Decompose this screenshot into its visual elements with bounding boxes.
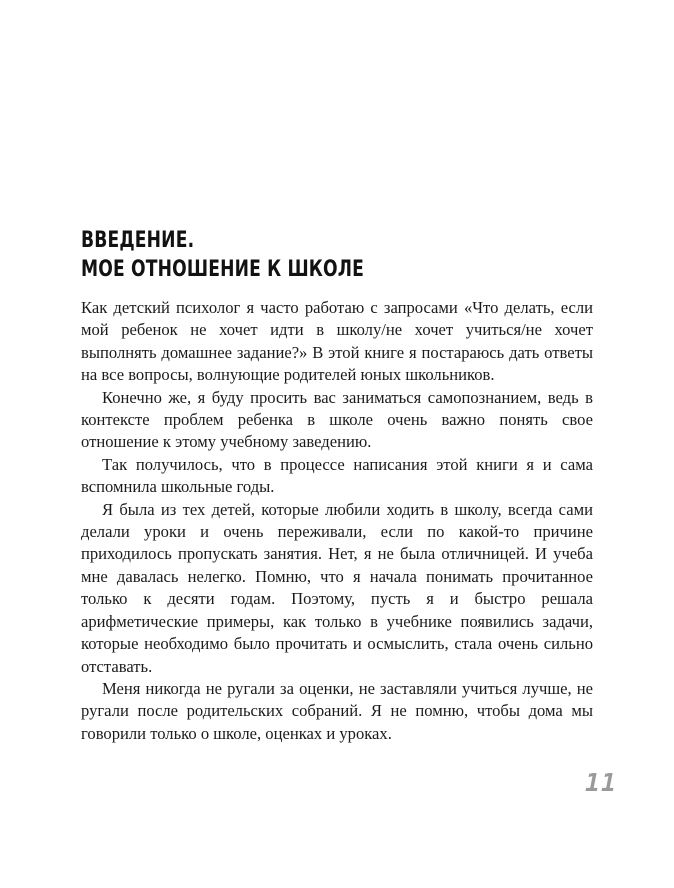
chapter-title-line-1: ВВЕДЕНИЕ. xyxy=(81,228,195,253)
page-number: 11 xyxy=(585,768,618,797)
chapter-title xyxy=(81,226,487,284)
paragraph-1: Как детский психолог я часто работаю с запросами «Что делать, если мой ребенок не хочет идти в школу/не хочет учиться/не хочет выполнять домашнее задание?» В этой книге я постараюсь дать ответы на все вопросы, волнующие родителей юных школьников. xyxy=(81,298,593,385)
body-text xyxy=(81,297,593,745)
paragraph-5: Меня никогда не ругали за оценки, не заставляли учиться лучше, не ругали после родительских собраний. Я не помню, чтобы дома мы говорили только о школе, оценках и уроках. xyxy=(81,678,593,743)
chapter-title-line-2: МОЕ ОТНОШЕНИЕ К ШКОЛЕ xyxy=(81,257,365,282)
paragraph-3: Так получилось, что в процессе написания этой книги я и сама вспомнила школьные годы. xyxy=(81,454,593,497)
paragraph-4: Я была из тех детей, которые любили ходить в школу, всегда сами делали уроки и очень переживали, если по какой-то причине приходилось пропускать занятия. Нет, я не была отличницей. И учеба мне давалась нелегко. Помню, что я начала понимать прочитанное только к десяти годам. Поэтому, пусть я и быстро решала арифметические примеры, как только в учебнике появились задачи, которые необходимо было прочитать и осмыслить, стала очень сильно отставать. xyxy=(81,499,593,676)
paragraph-2: Конечно же, я буду просить вас заниматься самопознанием, ведь в контексте проблем ребенка в школе очень важно понять свое отношение к этому учебному заведению. xyxy=(81,387,593,452)
